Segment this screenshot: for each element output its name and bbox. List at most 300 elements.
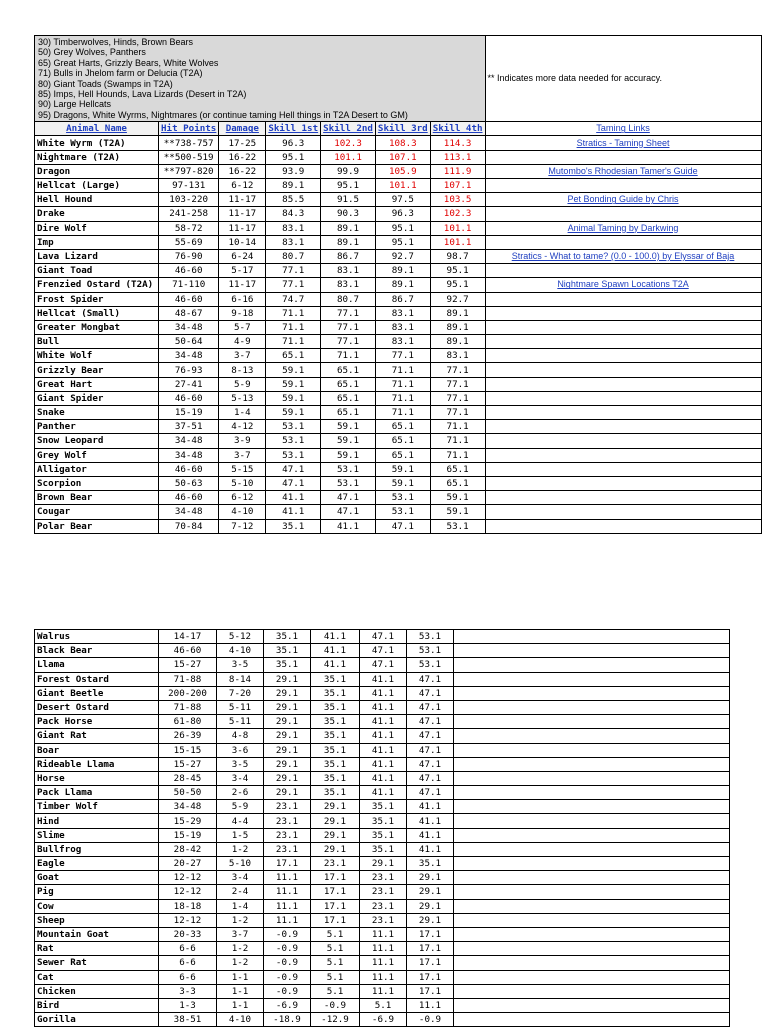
empty-cell xyxy=(454,786,730,800)
empty-cell xyxy=(454,828,730,842)
stat-cell: 71.1 xyxy=(266,335,321,349)
stat-cell: 65.1 xyxy=(321,406,376,420)
stat-cell: 7-12 xyxy=(219,519,266,533)
table-row xyxy=(35,491,762,505)
animal-name-cell: Horse xyxy=(35,771,159,785)
table-row xyxy=(35,150,762,164)
taming-link[interactable]: Stratics - What to tame? (0.0 - 100.0) by Elyssar of Baja xyxy=(485,249,761,263)
empty-cell xyxy=(485,179,761,193)
stat-cell: 107.1 xyxy=(375,150,430,164)
stat-cell: 29.1 xyxy=(407,885,454,899)
stat-cell: -0.9 xyxy=(264,927,311,941)
stat-cell: 83.1 xyxy=(375,335,430,349)
empty-cell xyxy=(485,207,761,221)
taming-link[interactable]: Stratics - Taming Sheet xyxy=(485,136,761,150)
taming-link[interactable]: Animal Taming by Darkwing xyxy=(485,221,761,235)
stat-cell: 4-12 xyxy=(219,420,266,434)
stat-cell: 5-13 xyxy=(219,391,266,405)
stat-cell: 47.1 xyxy=(407,700,454,714)
stat-cell: 35.1 xyxy=(311,700,360,714)
stat-cell: 35.1 xyxy=(360,842,407,856)
empty-cell xyxy=(485,377,761,391)
stat-cell: 5.1 xyxy=(311,984,360,998)
table-row xyxy=(35,164,762,178)
empty-cell xyxy=(485,363,761,377)
stat-cell: 92.7 xyxy=(375,249,430,263)
stat-cell: 29.1 xyxy=(264,757,311,771)
stat-cell: 11.1 xyxy=(407,998,454,1012)
stat-cell: 41.1 xyxy=(311,630,360,644)
animal-name-cell: Boar xyxy=(35,743,159,757)
stat-cell: 17.1 xyxy=(407,956,454,970)
stat-cell: 59.1 xyxy=(375,462,430,476)
stat-cell: 53.1 xyxy=(321,462,376,476)
animal-name-cell: Great Hart xyxy=(35,377,159,391)
animal-name-cell: Polar Bear xyxy=(35,519,159,533)
stat-cell: 41.1 xyxy=(360,672,407,686)
stat-cell: 35.1 xyxy=(360,814,407,828)
stat-cell: 23.1 xyxy=(264,842,311,856)
empty-cell xyxy=(454,1013,730,1027)
empty-cell xyxy=(485,349,761,363)
stat-cell: 53.1 xyxy=(407,630,454,644)
legend-line: 65) Great Harts, Grizzly Bears, White Wolves xyxy=(38,57,219,68)
stat-cell: 107.1 xyxy=(430,179,485,193)
stat-cell: 103-220 xyxy=(159,193,219,207)
table-row xyxy=(35,335,762,349)
stat-cell: 83.1 xyxy=(375,306,430,320)
empty-cell xyxy=(485,320,761,334)
stat-cell: 17.1 xyxy=(407,970,454,984)
column-header[interactable]: Damage xyxy=(219,122,266,136)
column-header[interactable]: Skill 4th xyxy=(430,122,485,136)
stat-cell: 1-2 xyxy=(217,956,264,970)
animal-name-cell: Nightmare (T2A) xyxy=(35,150,159,164)
stat-cell: 29.1 xyxy=(264,771,311,785)
empty-cell xyxy=(454,913,730,927)
stat-cell: 11.1 xyxy=(264,899,311,913)
stat-cell: 6-16 xyxy=(219,292,266,306)
stat-cell: 23.1 xyxy=(360,913,407,927)
legend-line: 30) Timberwolves, Hinds, Brown Bears xyxy=(38,37,194,47)
stat-cell: 5-7 xyxy=(219,320,266,334)
stat-cell: 46-60 xyxy=(159,264,219,278)
stat-cell: 41.1 xyxy=(360,757,407,771)
stat-cell: 17.1 xyxy=(311,899,360,913)
stat-cell: 23.1 xyxy=(264,814,311,828)
stat-cell: 6-12 xyxy=(219,491,266,505)
stat-cell: 6-12 xyxy=(219,179,266,193)
stat-cell: 15-19 xyxy=(159,828,217,842)
stat-cell: 41.1 xyxy=(311,644,360,658)
empty-cell xyxy=(454,757,730,771)
table-row xyxy=(35,221,762,235)
stat-cell: 65.1 xyxy=(266,349,321,363)
stat-cell: 4-8 xyxy=(217,729,264,743)
table-row xyxy=(35,434,762,448)
table-row xyxy=(35,179,762,193)
empty-cell xyxy=(485,519,761,533)
animal-name-cell: Cow xyxy=(35,899,159,913)
stat-cell: 53.1 xyxy=(266,434,321,448)
animal-name-cell: Pig xyxy=(35,885,159,899)
animal-name-cell: Pack Llama xyxy=(35,786,159,800)
stat-cell: -0.9 xyxy=(264,956,311,970)
stat-cell: 34-48 xyxy=(159,434,219,448)
table-row xyxy=(35,857,730,871)
stat-cell: 5-9 xyxy=(219,377,266,391)
stat-cell: 96.3 xyxy=(266,136,321,150)
stat-cell: 35.1 xyxy=(266,519,321,533)
stat-cell: 89.1 xyxy=(375,278,430,292)
stat-cell: 41.1 xyxy=(407,828,454,842)
column-header[interactable]: Skill 1st xyxy=(266,122,321,136)
animal-name-cell: Dire Wolf xyxy=(35,221,159,235)
stat-cell: 4-10 xyxy=(219,505,266,519)
table-row xyxy=(35,644,730,658)
stat-cell: 47.1 xyxy=(407,786,454,800)
stat-cell: 7-20 xyxy=(217,686,264,700)
stat-cell: 20-27 xyxy=(159,857,217,871)
stat-cell: -6.9 xyxy=(264,998,311,1012)
animal-name-cell: Mountain Goat xyxy=(35,927,159,941)
column-header[interactable]: Hit Points xyxy=(159,122,219,136)
empty-cell xyxy=(485,264,761,278)
header-row xyxy=(35,122,762,136)
stat-cell: 1-1 xyxy=(217,984,264,998)
table-row xyxy=(35,249,762,263)
stat-cell: 46-60 xyxy=(159,391,219,405)
stat-cell: 77.1 xyxy=(266,278,321,292)
animal-name-cell: Panther xyxy=(35,420,159,434)
table-row xyxy=(35,970,730,984)
stat-cell: 47.1 xyxy=(375,519,430,533)
stat-cell: 41.1 xyxy=(266,491,321,505)
stat-cell: 12-12 xyxy=(159,871,217,885)
stat-cell: 71-88 xyxy=(159,672,217,686)
stat-cell: 84.3 xyxy=(266,207,321,221)
animal-name-cell: Brown Bear xyxy=(35,491,159,505)
stat-cell: 50-63 xyxy=(159,476,219,490)
stat-cell: 35.1 xyxy=(264,644,311,658)
animal-name-cell: Desert Ostard xyxy=(35,700,159,714)
stat-cell: 59.1 xyxy=(266,377,321,391)
stat-cell: 35.1 xyxy=(311,715,360,729)
stat-cell: 10-14 xyxy=(219,235,266,249)
stat-cell: 5-9 xyxy=(217,800,264,814)
animal-name-cell: Chicken xyxy=(35,984,159,998)
empty-cell xyxy=(454,658,730,672)
stat-cell: 47.1 xyxy=(266,462,321,476)
stat-cell: 15-27 xyxy=(159,757,217,771)
animal-name-cell: Hell Hound xyxy=(35,193,159,207)
stat-cell: 4-10 xyxy=(217,644,264,658)
table-row xyxy=(35,391,762,405)
stat-cell: 83.1 xyxy=(430,349,485,363)
legend-line: 95) Dragons, White Wyrms, Nightmares (or continue taming Hell things in T2A Desert to GM) xyxy=(38,109,408,120)
stat-cell: 71.1 xyxy=(375,406,430,420)
stat-cell: 4-9 xyxy=(219,335,266,349)
stat-cell: 89.1 xyxy=(430,306,485,320)
animal-name-cell: Bull xyxy=(35,335,159,349)
taming-link[interactable]: Nightmare Spawn Locations T2A xyxy=(485,278,761,292)
stat-cell: 16-22 xyxy=(219,164,266,178)
stat-cell: 89.1 xyxy=(430,335,485,349)
stat-cell: 55-69 xyxy=(159,235,219,249)
stat-cell: 5.1 xyxy=(311,970,360,984)
table-row xyxy=(35,842,730,856)
taming-link[interactable]: Mutombo's Rhodesian Tamer's Guide xyxy=(485,164,761,178)
stat-cell: 34-48 xyxy=(159,448,219,462)
animal-name-cell: Goat xyxy=(35,871,159,885)
stat-cell: 6-24 xyxy=(219,249,266,263)
stat-cell: 53.1 xyxy=(430,519,485,533)
stat-cell: 47.1 xyxy=(407,672,454,686)
stat-cell: 85.5 xyxy=(266,193,321,207)
animal-name-cell: Walrus xyxy=(35,630,159,644)
stat-cell: 65.1 xyxy=(430,476,485,490)
stat-cell: 61-80 xyxy=(159,715,217,729)
stat-cell: 200-200 xyxy=(159,686,217,700)
stat-cell: 53.1 xyxy=(321,476,376,490)
stat-cell: 11.1 xyxy=(360,956,407,970)
stat-cell: 77.1 xyxy=(430,363,485,377)
table-row xyxy=(35,207,762,221)
empty-cell xyxy=(485,420,761,434)
stat-cell: 12-12 xyxy=(159,885,217,899)
stat-cell: 41.1 xyxy=(407,842,454,856)
stat-cell: 5-10 xyxy=(219,476,266,490)
legend-line: 80) Giant Toads (Swamps in T2A) xyxy=(38,78,173,89)
stat-cell: 77.1 xyxy=(321,335,376,349)
animal-name-cell: Hellcat (Large) xyxy=(35,179,159,193)
table-row xyxy=(35,984,730,998)
stat-cell: 15-15 xyxy=(159,743,217,757)
stat-cell: 17.1 xyxy=(311,871,360,885)
stat-cell: 17.1 xyxy=(407,927,454,941)
empty-cell xyxy=(454,857,730,871)
animal-name-cell: Sewer Rat xyxy=(35,956,159,970)
animal-name-cell: Giant Beetle xyxy=(35,686,159,700)
stat-cell: 41.1 xyxy=(360,743,407,757)
table-row xyxy=(35,448,762,462)
stat-cell: 27-41 xyxy=(159,377,219,391)
stat-cell: 16-22 xyxy=(219,150,266,164)
stat-cell: 58-72 xyxy=(159,221,219,235)
stat-cell: 59.1 xyxy=(266,406,321,420)
animal-name-cell: Snow Leopard xyxy=(35,434,159,448)
stat-cell: 80.7 xyxy=(321,292,376,306)
stat-cell: 65.1 xyxy=(321,363,376,377)
stat-cell: 47.1 xyxy=(360,658,407,672)
animal-name-cell: Sheep xyxy=(35,913,159,927)
stat-cell: 29.1 xyxy=(264,729,311,743)
skill-legend xyxy=(35,36,486,122)
table-row xyxy=(35,786,730,800)
table-row xyxy=(35,519,762,533)
stat-cell: 89.1 xyxy=(321,235,376,249)
table-row xyxy=(35,476,762,490)
animal-name-cell: White Wolf xyxy=(35,349,159,363)
stat-cell: 11-17 xyxy=(219,278,266,292)
stat-cell: 47.1 xyxy=(407,686,454,700)
stat-cell: 5.1 xyxy=(360,998,407,1012)
stat-cell: 59.1 xyxy=(321,434,376,448)
stat-cell: 23.1 xyxy=(360,871,407,885)
animal-name-cell: Bird xyxy=(35,998,159,1012)
stat-cell: 6-6 xyxy=(159,942,217,956)
stat-cell: 23.1 xyxy=(264,828,311,842)
stat-cell: 1-1 xyxy=(217,970,264,984)
empty-cell xyxy=(454,672,730,686)
empty-cell xyxy=(454,885,730,899)
stat-cell: 47.1 xyxy=(321,505,376,519)
stat-cell: 29.1 xyxy=(311,814,360,828)
stat-cell: 89.1 xyxy=(375,264,430,278)
stat-cell: 29.1 xyxy=(407,913,454,927)
stat-cell: -0.9 xyxy=(264,984,311,998)
stat-cell: 46-60 xyxy=(159,292,219,306)
legend-line: 71) Bulls in Jhelom farm or Delucia (T2A) xyxy=(38,68,203,79)
column-header[interactable]: Skill 3rd xyxy=(375,122,430,136)
empty-cell xyxy=(485,476,761,490)
stat-cell: **500-519 xyxy=(159,150,219,164)
animal-name-cell: Cat xyxy=(35,970,159,984)
table-row xyxy=(35,913,730,927)
animal-name-cell: White Wyrm (T2A) xyxy=(35,136,159,150)
stat-cell: 29.1 xyxy=(407,899,454,913)
table-row xyxy=(35,306,762,320)
animal-name-cell: Dragon xyxy=(35,164,159,178)
stat-cell: 4-4 xyxy=(217,814,264,828)
stat-cell: 34-48 xyxy=(159,349,219,363)
stat-cell: 71-110 xyxy=(159,278,219,292)
stat-cell: 5-11 xyxy=(217,715,264,729)
stat-cell: 101.1 xyxy=(321,150,376,164)
stat-cell: 35.1 xyxy=(360,800,407,814)
stat-cell: 53.1 xyxy=(375,505,430,519)
column-header[interactable]: Taming Links xyxy=(485,122,761,136)
stat-cell: 41.1 xyxy=(360,786,407,800)
stat-cell: 95.1 xyxy=(375,221,430,235)
stat-cell: 47.1 xyxy=(407,757,454,771)
table-row xyxy=(35,292,762,306)
stat-cell: 74.7 xyxy=(266,292,321,306)
stat-cell: 102.3 xyxy=(430,207,485,221)
stat-cell: 48-67 xyxy=(159,306,219,320)
animal-name-cell: Rideable Llama xyxy=(35,757,159,771)
animal-name-cell: Black Bear xyxy=(35,644,159,658)
stat-cell: 95.1 xyxy=(321,179,376,193)
stat-cell: 98.7 xyxy=(430,249,485,263)
animal-name-cell: Llama xyxy=(35,658,159,672)
stat-cell: 29.1 xyxy=(311,842,360,856)
stat-cell: 2-6 xyxy=(217,786,264,800)
stat-cell: 3-7 xyxy=(219,349,266,363)
stat-cell: 47.1 xyxy=(360,630,407,644)
stat-cell: 1-2 xyxy=(217,842,264,856)
stat-cell: 23.1 xyxy=(360,885,407,899)
table-row xyxy=(35,136,762,150)
column-header[interactable]: Skill 2nd xyxy=(321,122,376,136)
stat-cell: -0.9 xyxy=(311,998,360,1012)
stat-cell: 23.1 xyxy=(360,899,407,913)
stat-cell: 47.1 xyxy=(321,491,376,505)
empty-cell xyxy=(485,235,761,249)
empty-cell xyxy=(454,899,730,913)
table-row xyxy=(35,743,730,757)
stat-cell: 77.1 xyxy=(430,377,485,391)
stat-cell: **738-757 xyxy=(159,136,219,150)
table-row xyxy=(35,363,762,377)
table-row xyxy=(35,658,730,672)
stat-cell: 83.1 xyxy=(321,264,376,278)
stat-cell: 1-4 xyxy=(219,406,266,420)
table-row xyxy=(35,729,730,743)
stat-cell: 41.1 xyxy=(266,505,321,519)
empty-cell xyxy=(454,771,730,785)
stat-cell: -12.9 xyxy=(311,1013,360,1027)
table-row xyxy=(35,927,730,941)
stat-cell: 108.3 xyxy=(375,136,430,150)
stat-cell: 95.1 xyxy=(430,278,485,292)
stat-cell: 12-12 xyxy=(159,913,217,927)
table-row xyxy=(35,264,762,278)
stat-cell: 1-2 xyxy=(217,942,264,956)
stat-cell: 6-6 xyxy=(159,956,217,970)
stat-cell: 11.1 xyxy=(264,913,311,927)
empty-cell xyxy=(454,715,730,729)
stat-cell: 101.1 xyxy=(430,221,485,235)
empty-cell xyxy=(454,956,730,970)
table-row xyxy=(35,320,762,334)
stat-cell: 102.3 xyxy=(321,136,376,150)
stat-cell: 3-7 xyxy=(217,927,264,941)
stat-cell: 1-1 xyxy=(217,998,264,1012)
stat-cell: 77.1 xyxy=(375,349,430,363)
stat-cell: 41.1 xyxy=(407,800,454,814)
animal-name-cell: Scorpion xyxy=(35,476,159,490)
stat-cell: 3-5 xyxy=(217,658,264,672)
taming-link[interactable]: Pet Bonding Guide by Chris xyxy=(485,193,761,207)
stat-cell: **797-820 xyxy=(159,164,219,178)
stat-cell: 59.1 xyxy=(266,363,321,377)
stat-cell: 3-5 xyxy=(217,757,264,771)
table-row xyxy=(35,700,730,714)
stat-cell: 41.1 xyxy=(360,686,407,700)
animal-name-cell: Giant Spider xyxy=(35,391,159,405)
animal-name-cell: Giant Rat xyxy=(35,729,159,743)
stat-cell: 35.1 xyxy=(264,658,311,672)
column-header[interactable]: Animal Name xyxy=(35,122,159,136)
stat-cell: 28-45 xyxy=(159,771,217,785)
empty-cell xyxy=(454,842,730,856)
stat-cell: 35.1 xyxy=(311,786,360,800)
stat-cell: 65.1 xyxy=(321,391,376,405)
stat-cell: 11-17 xyxy=(219,221,266,235)
legend-line: 90) Large Hellcats xyxy=(38,99,112,110)
stat-cell: 41.1 xyxy=(321,519,376,533)
animal-name-cell: Slime xyxy=(35,828,159,842)
empty-cell xyxy=(485,448,761,462)
stat-cell: 23.1 xyxy=(264,800,311,814)
stat-cell: 29.1 xyxy=(311,828,360,842)
stat-cell: 11.1 xyxy=(264,871,311,885)
legend-line: 50) Grey Wolves, Panthers xyxy=(38,47,146,58)
table-row xyxy=(35,814,730,828)
empty-cell xyxy=(454,644,730,658)
table-row xyxy=(35,349,762,363)
